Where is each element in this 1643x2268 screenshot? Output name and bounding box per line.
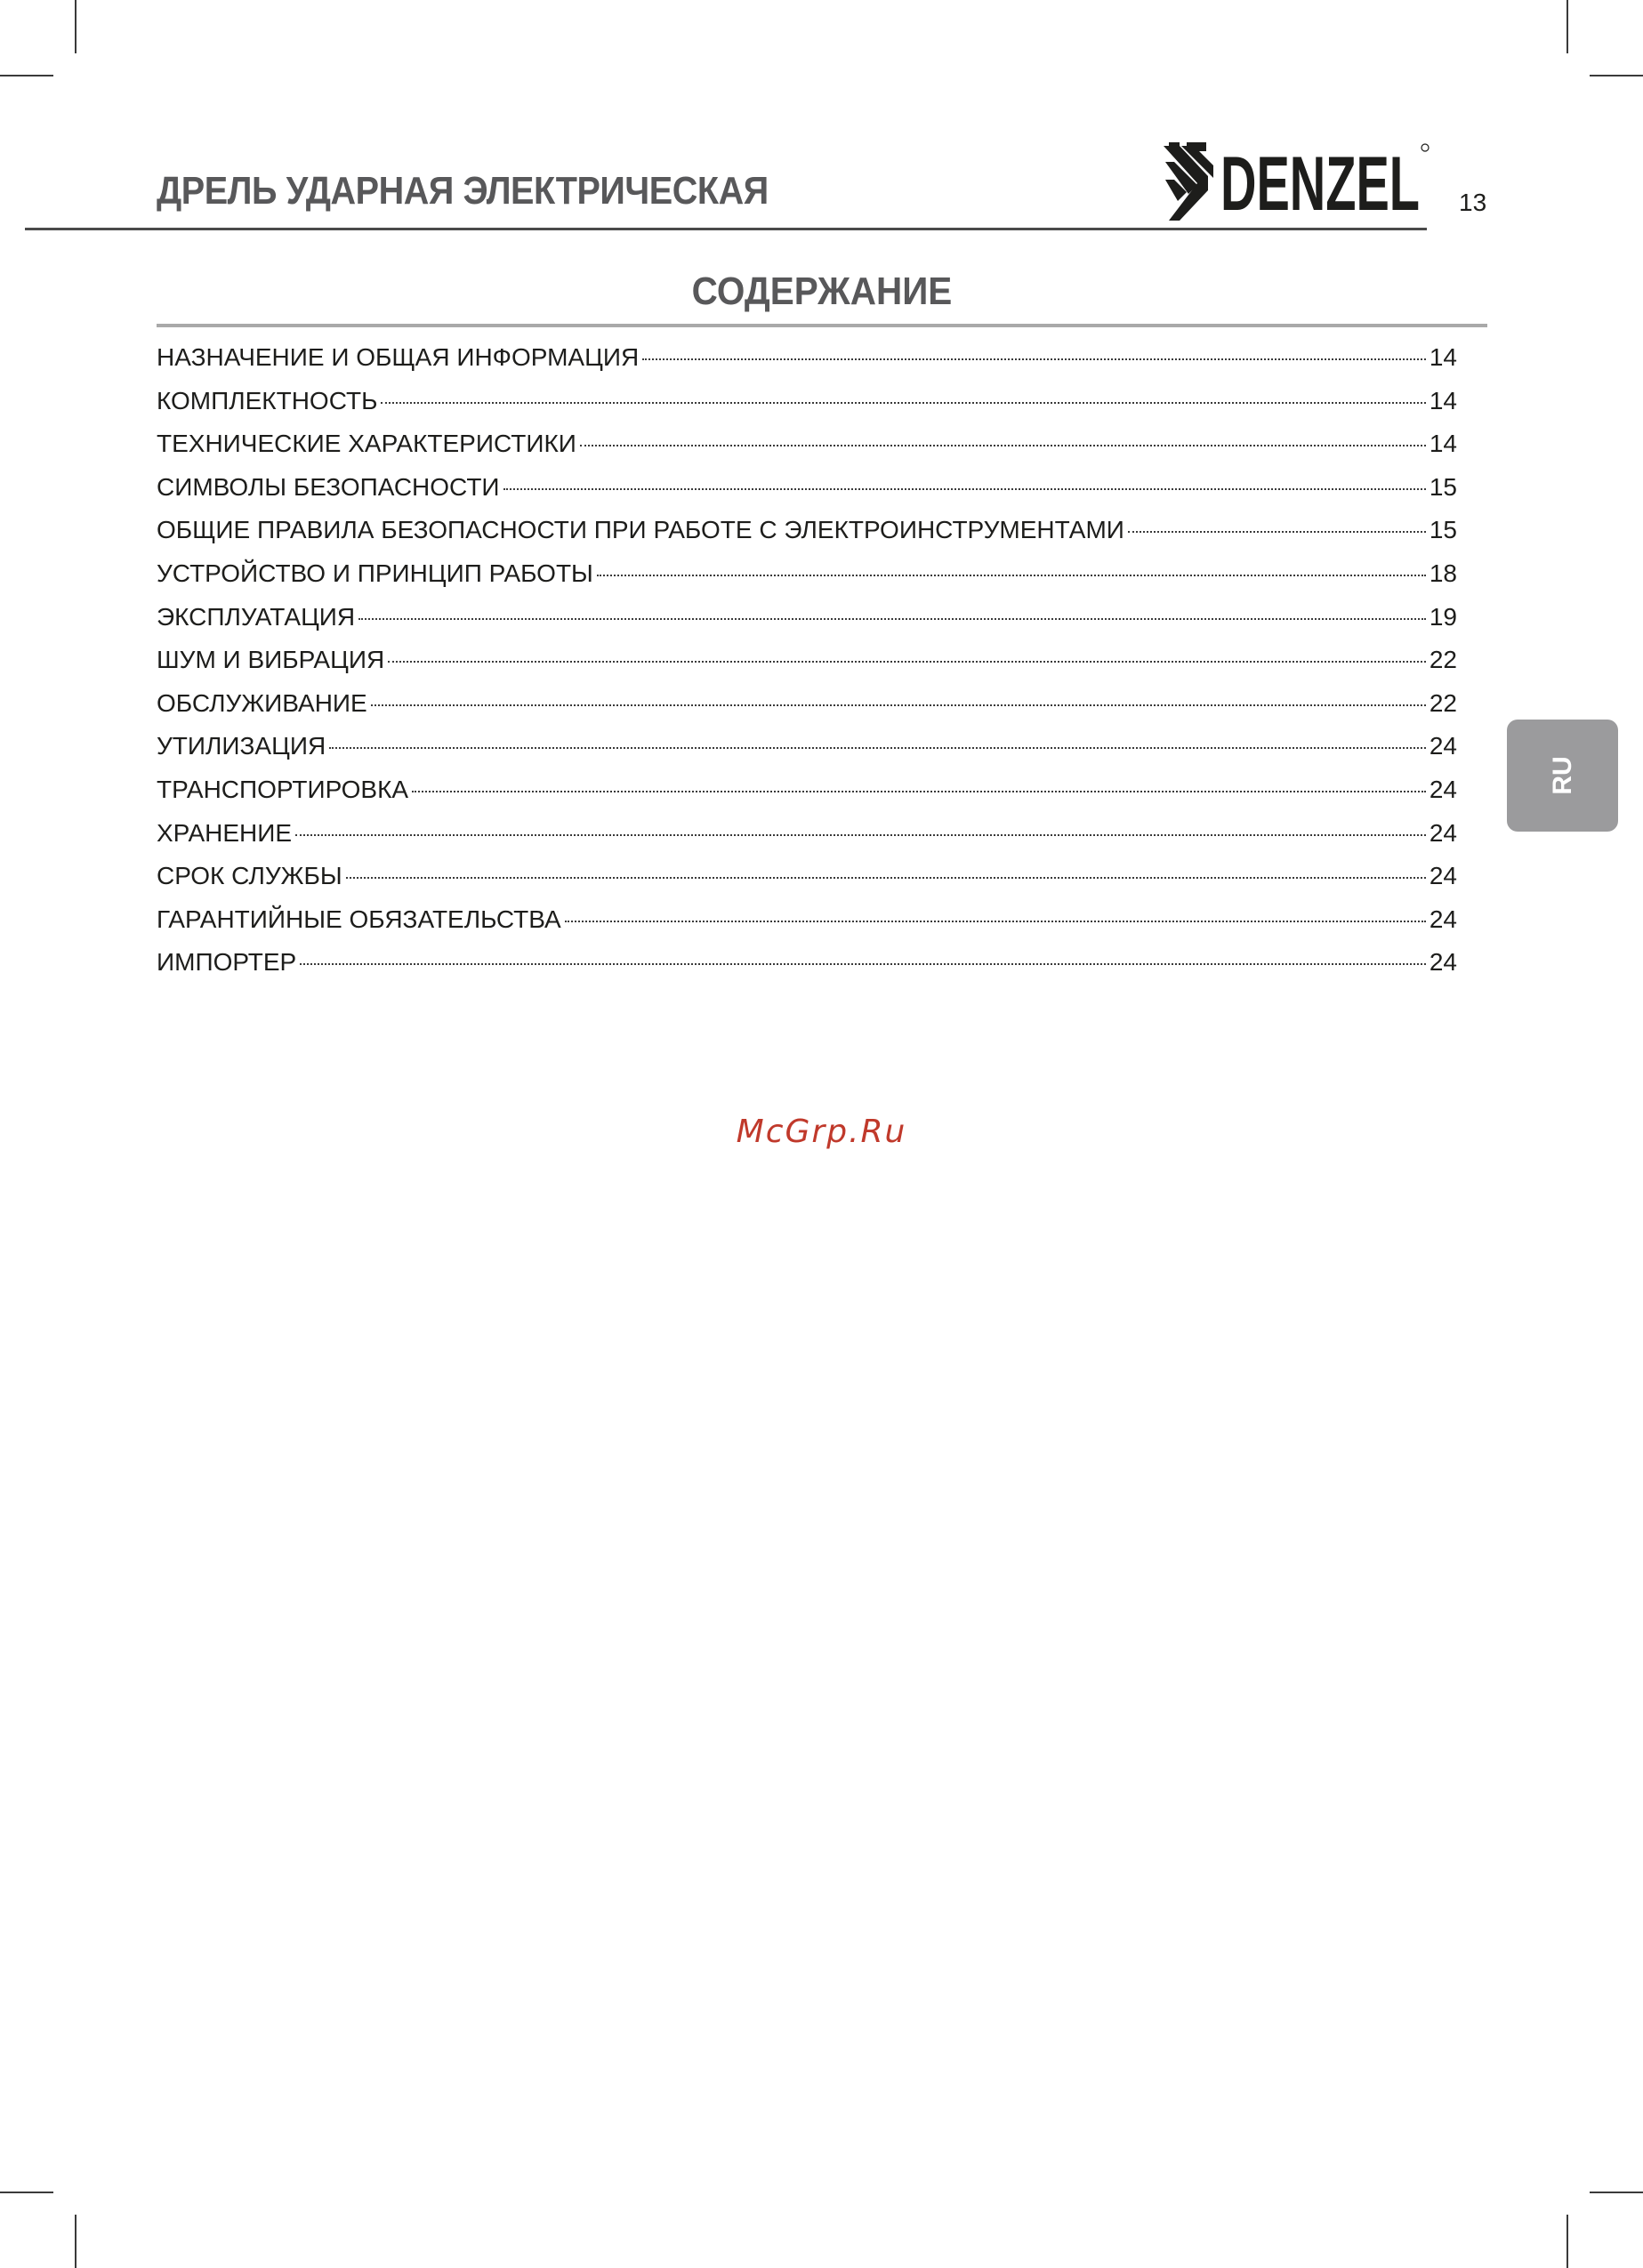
toc-entry[interactable] (157, 776, 1457, 819)
dot-leader (381, 402, 1425, 404)
toc-entry-label: ОБСЛУЖИВАНИЕ (157, 688, 367, 717)
crop-mark (1566, 0, 1568, 53)
toc-entry[interactable] (157, 862, 1457, 905)
toc-entry[interactable] (157, 473, 1457, 517)
watermark: McGrp.Ru (736, 1114, 907, 1150)
toc-entry-label: СРОК СЛУЖБЫ (157, 862, 342, 890)
page-number: 13 (1459, 189, 1487, 216)
dot-leader (580, 445, 1426, 446)
dot-leader (412, 791, 1426, 792)
crop-mark (1590, 2192, 1643, 2193)
toc-entry-label: УТИЛИЗАЦИЯ (157, 732, 326, 760)
dot-leader (597, 575, 1426, 576)
toc-entry-page: 18 (1429, 559, 1457, 587)
toc-entry[interactable] (157, 905, 1457, 949)
crop-mark (0, 2192, 53, 2193)
toc-entry[interactable] (157, 516, 1457, 559)
toc-entry-page: 24 (1429, 732, 1457, 760)
dot-leader (295, 834, 1426, 836)
toc-entry-page: 14 (1429, 343, 1457, 371)
dot-leader (388, 661, 1426, 663)
toc-entry-label: ГАРАНТИЙНЫЕ ОБЯЗАТЕЛЬСТВА (157, 905, 561, 933)
dot-leader (1128, 531, 1426, 533)
toc-entry-label: КОМПЛЕКТНОСТЬ (157, 386, 378, 414)
toc-entry-page: 15 (1429, 472, 1457, 501)
toc-divider (157, 324, 1487, 327)
toc-entry-label: НАЗНАЧЕНИЕ И ОБЩАЯ ИНФОРМАЦИЯ (157, 343, 640, 371)
dot-leader (358, 618, 1426, 620)
dot-leader (371, 704, 1426, 706)
toc-heading: СОДЕРЖАНИЕ (691, 269, 953, 313)
toc-entry[interactable] (157, 430, 1457, 473)
toc-entry-page: 24 (1429, 948, 1457, 977)
toc-entry-page: 19 (1429, 602, 1457, 631)
toc-entry-label: СИМВОЛЫ БЕЗОПАСНОСТИ (157, 472, 500, 501)
toc-entry[interactable] (157, 646, 1457, 689)
language-tab-label: RU (1547, 756, 1577, 795)
dot-leader (642, 358, 1426, 360)
toc-entry[interactable] (157, 948, 1457, 992)
denzel-logo (1162, 139, 1430, 224)
toc-entry[interactable] (157, 732, 1457, 776)
dot-leader (503, 488, 1426, 490)
toc-entry-page: 15 (1429, 516, 1457, 544)
toc-entry-page: 14 (1429, 430, 1457, 458)
crop-mark (1590, 75, 1643, 76)
dot-leader (346, 877, 1426, 879)
toc-entry-label: ТРАНСПОРТИРОВКА (157, 775, 409, 803)
toc-entry-page: 22 (1429, 646, 1457, 674)
dot-leader (329, 747, 1426, 749)
crop-mark (75, 0, 77, 53)
crop-mark (1566, 2215, 1568, 2268)
header-divider (25, 228, 1427, 230)
toc-entry[interactable] (157, 603, 1457, 647)
language-tab (1507, 720, 1618, 832)
toc-entry-page: 14 (1429, 386, 1457, 414)
crop-mark (0, 75, 53, 76)
logo-text: DENZEL (1220, 141, 1420, 224)
toc-entry-page: 24 (1429, 818, 1457, 847)
document-title: ДРЕЛЬ УДАРНАЯ ЭЛЕКТРИЧЕСКАЯ (157, 169, 769, 213)
toc-entry-label: ТЕХНИЧЕСКИЕ ХАРАКТЕРИСТИКИ (157, 430, 576, 458)
toc-entry[interactable] (157, 343, 1457, 387)
toc-entry-label: ХРАНЕНИЕ (157, 818, 293, 847)
toc-entry[interactable] (157, 387, 1457, 430)
toc-entry-label: ЭКСПЛУАТАЦИЯ (157, 602, 356, 631)
toc-entry-page: 22 (1429, 688, 1457, 717)
toc-entry[interactable] (157, 819, 1457, 863)
toc-entry[interactable] (157, 559, 1457, 603)
toc-entry-page: 24 (1429, 862, 1457, 890)
crop-mark (75, 2215, 77, 2268)
toc-entry-label: УСТРОЙСТВО И ПРИНЦИП РАБОТЫ (157, 559, 593, 587)
toc-entry-label: ОБЩИЕ ПРАВИЛА БЕЗОПАСНОСТИ ПРИ РАБОТЕ С ЭЛЕКТРОИНСТРУМЕНТАМИ (157, 516, 1124, 544)
toc-entry-page: 24 (1429, 775, 1457, 803)
toc-entry[interactable] (157, 689, 1457, 733)
dot-leader (300, 963, 1426, 965)
toc-entry-label: ШУМ И ВИБРАЦИЯ (157, 646, 385, 674)
toc-entry-page: 24 (1429, 905, 1457, 933)
toc-entry-label: ИМПОРТЕР (157, 948, 297, 977)
dot-leader (565, 921, 1426, 922)
toc-list (157, 343, 1457, 992)
